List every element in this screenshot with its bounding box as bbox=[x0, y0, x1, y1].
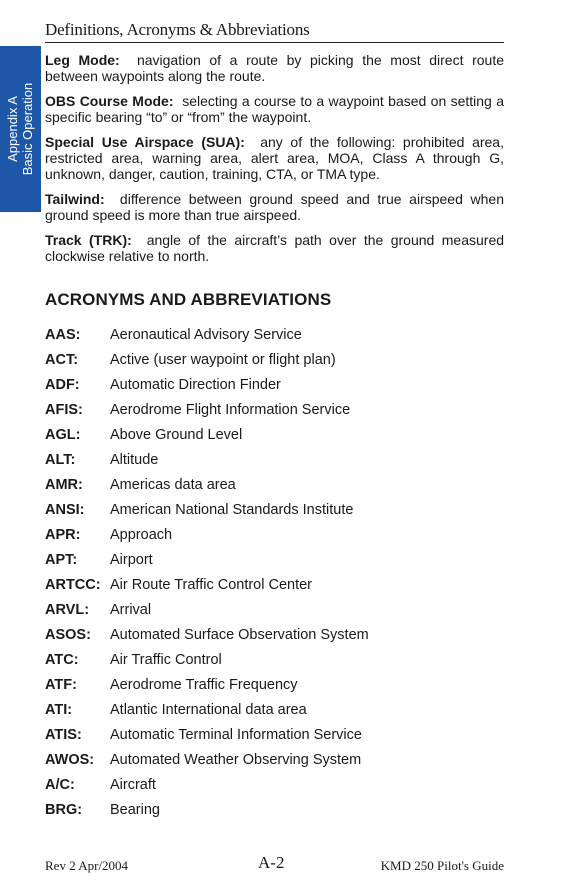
acronym-definition: Airport bbox=[110, 552, 153, 568]
acronym-definition: Air Traffic Control bbox=[110, 652, 222, 668]
acronym-definition: Aircraft bbox=[110, 777, 156, 793]
acronym-definition: Bearing bbox=[110, 802, 160, 818]
acronym-row bbox=[45, 652, 504, 677]
acronym-abbr: ADF: bbox=[45, 377, 80, 393]
definition-item bbox=[45, 52, 504, 84]
definition-term: OBS Course Mode: bbox=[45, 93, 174, 109]
acronym-row bbox=[45, 702, 504, 727]
acronym-abbr: AFIS: bbox=[45, 402, 83, 418]
acronym-abbr: APT: bbox=[45, 552, 78, 568]
definition-term: Special Use Airspace (SUA): bbox=[45, 134, 245, 150]
definition-item bbox=[45, 93, 504, 125]
acronym-definition: Automated Weather Observing System bbox=[110, 752, 362, 768]
acronym-definition: Above Ground Level bbox=[110, 427, 243, 443]
acronym-row bbox=[45, 327, 504, 352]
definition-text: any of the following: prohibited area, restricted area, warning area, alert area, MOA, Class A through G, unknown, danger, caution, training, CTA, or TMA type. bbox=[45, 134, 504, 182]
acronym-definition: Arrival bbox=[110, 602, 152, 618]
acronym-row bbox=[45, 477, 504, 502]
appendix-side-tab bbox=[0, 46, 41, 212]
footer-guide-name: KMD 250 Pilot's Guide bbox=[380, 858, 504, 873]
acronym-definition: Automatic Direction Finder bbox=[110, 377, 281, 393]
definition-text: navigation of a route by picking the most direct route between waypoints along the route. bbox=[45, 52, 504, 84]
acronym-definition: Air Route Traffic Control Center bbox=[110, 577, 313, 593]
acronym-row bbox=[45, 402, 504, 427]
acronym-abbr: ATC: bbox=[45, 652, 79, 668]
acronym-row bbox=[45, 552, 504, 577]
acronym-abbr: ARTCC: bbox=[45, 577, 101, 593]
acronym-abbr: ASOS: bbox=[45, 627, 91, 643]
acronym-row bbox=[45, 802, 504, 827]
acronym-row bbox=[45, 727, 504, 752]
acronym-abbr: APR: bbox=[45, 527, 81, 543]
definition-term: Leg Mode: bbox=[45, 52, 120, 68]
side-tab-line-2: Basic Operation bbox=[20, 82, 35, 176]
definition-item bbox=[45, 232, 504, 264]
acronym-row bbox=[45, 602, 504, 627]
acronym-row bbox=[45, 502, 504, 527]
definition-term: Track (TRK): bbox=[45, 232, 132, 248]
page-title: Definitions, Acronyms & Abbreviations bbox=[45, 20, 310, 39]
acronym-row bbox=[45, 377, 504, 402]
acronym-abbr: ARVL: bbox=[45, 602, 90, 618]
acronym-abbr: ALT: bbox=[45, 452, 76, 468]
acronym-row bbox=[45, 427, 504, 452]
definition-item bbox=[45, 191, 504, 223]
acronym-abbr: AMR: bbox=[45, 477, 83, 493]
acronym-abbr: AWOS: bbox=[45, 752, 95, 768]
acronym-definition: Automated Surface Observation System bbox=[110, 627, 369, 643]
acronym-definition: Atlantic International data area bbox=[110, 702, 307, 718]
acronym-abbr: A/C: bbox=[45, 777, 75, 793]
definition-text: difference between ground speed and true airspeed when ground speed is more than true airspeed. bbox=[45, 191, 504, 223]
acronym-definition: Americas data area bbox=[110, 477, 236, 493]
acronym-definition: Approach bbox=[110, 527, 173, 543]
acronym-definition: Automatic Terminal Information Service bbox=[110, 727, 362, 743]
acronym-definition: Altitude bbox=[110, 452, 159, 468]
acronym-abbr: AGL: bbox=[45, 427, 81, 443]
side-tab-label bbox=[5, 46, 35, 212]
acronym-row bbox=[45, 777, 504, 802]
acronym-row bbox=[45, 452, 504, 477]
acronym-definition: Active (user waypoint or flight plan) bbox=[110, 352, 336, 368]
side-tab-line-1: Appendix A bbox=[5, 96, 20, 162]
page-number: A-2 bbox=[258, 853, 285, 872]
acronym-row bbox=[45, 627, 504, 652]
acronym-list bbox=[45, 327, 504, 827]
section-heading: ACRONYMS AND ABBREVIATIONS bbox=[45, 290, 332, 309]
page-header bbox=[45, 18, 504, 43]
acronym-abbr: ATIS: bbox=[45, 727, 82, 743]
definitions-list bbox=[45, 52, 504, 273]
acronym-row bbox=[45, 527, 504, 552]
definition-text: angle of the aircraft’s path over the ground measured clockwise relative to north. bbox=[45, 232, 505, 264]
acronym-abbr: ACT: bbox=[45, 352, 79, 368]
acronym-row bbox=[45, 352, 504, 377]
acronym-row bbox=[45, 577, 504, 602]
acronym-row bbox=[45, 752, 504, 777]
acronym-definition: Aeronautical Advisory Service bbox=[110, 327, 302, 343]
acronym-row bbox=[45, 677, 504, 702]
definition-term: Tailwind: bbox=[45, 191, 105, 207]
acronym-definition: Aerodrome Traffic Frequency bbox=[110, 677, 298, 693]
acronym-abbr: BRG: bbox=[45, 802, 83, 818]
acronym-definition: American National Standards Institute bbox=[110, 502, 354, 518]
definition-text: selecting a course to a waypoint based on setting a specific bearing “to” or “from” the waypoint. bbox=[45, 93, 504, 125]
acronym-abbr: ANSI: bbox=[45, 502, 85, 518]
acronym-abbr: ATI: bbox=[45, 702, 73, 718]
acronym-abbr: AAS: bbox=[45, 327, 81, 343]
acronym-definition: Aerodrome Flight Information Service bbox=[110, 402, 351, 418]
definition-item bbox=[45, 134, 504, 182]
acronym-abbr: ATF: bbox=[45, 677, 77, 693]
footer-revision: Rev 2 Apr/2004 bbox=[45, 858, 129, 873]
